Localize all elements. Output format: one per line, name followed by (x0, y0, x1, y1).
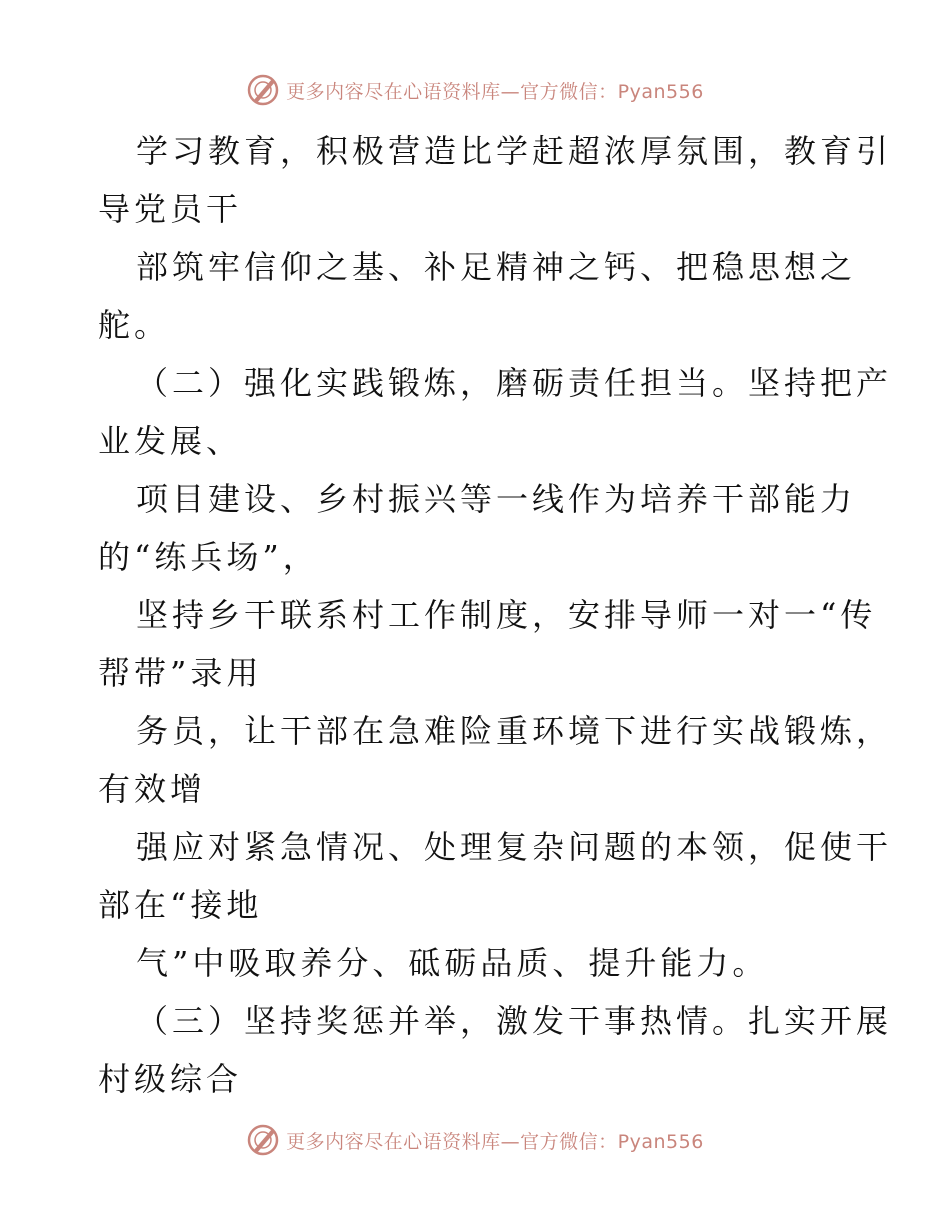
text-line: 的“练兵场”， (98, 538, 319, 576)
header-watermark (0, 70, 950, 110)
text-line: 村级综合 (98, 1060, 243, 1098)
text-line: 部筑牢信仰之基、补足精神之钙、把稳思想之 (136, 248, 857, 286)
text-line: 业发展、 (98, 422, 243, 460)
watermark-text: 更多内容尽在心语资料库—官方微信：Pyan556 (286, 1130, 704, 1153)
watermark-text: 更多内容尽在心语资料库—官方微信：Pyan556 (286, 80, 704, 103)
text-line: 气”中吸取养分、砥砺品质、提升能力。 (136, 944, 769, 982)
text-line: （三）坚持奖惩并举，激发干事热情。扎实开展 (136, 1002, 893, 1040)
text-line: 导党员干 (98, 190, 243, 228)
footer-watermark (0, 1120, 950, 1160)
pen-logo-icon (246, 1123, 280, 1157)
text-line: 坚持乡干联系村工作制度，安排导师一对一“传 (136, 596, 877, 634)
text-line: 有效增 (98, 770, 207, 808)
text-line: 强应对紧急情况、处理复杂问题的本领，促使干 (136, 828, 893, 866)
text-line: 学习教育，积极营造比学赶超浓厚氛围，教育引 (136, 132, 893, 170)
text-line: 项目建设、乡村振兴等一线作为培养干部能力 (136, 480, 857, 518)
text-line: （二）强化实践锻炼，磨砺责任担当。坚持把产 (136, 364, 893, 402)
pen-logo-icon (246, 73, 280, 107)
text-line: 帮带”录用 (98, 654, 263, 692)
text-line: 部在“接地 (98, 886, 263, 924)
text-line: 舵。 (98, 306, 171, 344)
document-body (98, 122, 893, 1108)
text-line: 务员，让干部在急难险重环境下进行实战锻炼， (136, 712, 893, 750)
